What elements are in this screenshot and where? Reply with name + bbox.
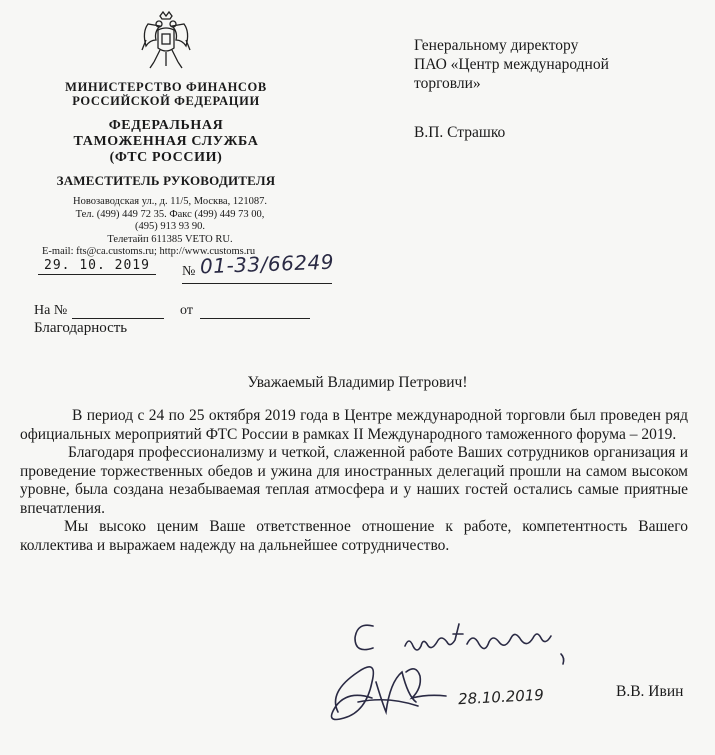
contacts-block — [40, 196, 300, 259]
phone-line-2: (495) 913 93 90. — [135, 221, 205, 232]
reference-label: На № — [34, 303, 68, 318]
reference-from-label: от — [180, 303, 193, 318]
addressee-name: В.П. Страшко — [414, 124, 506, 141]
eagle-emblem-icon — [138, 10, 194, 72]
telex-line: Телетайп 611385 VETO RU. — [107, 233, 233, 245]
ministry-line-1: МИНИСТЕРСТВО ФИНАНСОВ — [65, 80, 267, 94]
service-line-3: (ФТС РОССИИ) — [109, 150, 223, 165]
ministry-title — [40, 80, 292, 108]
paragraph-1: В период с 24 по 25 октября 2019 года в Центре международной торговли был проведен ряд официальных мероприятий ФТС России в рамках II Международного таможенного форума – 2019. — [20, 407, 688, 443]
letter-body — [20, 407, 688, 555]
addressee-block — [414, 36, 684, 93]
addressee-line-1: Генеральному директору — [414, 37, 579, 54]
service-line-1: ФЕДЕРАЛЬНАЯ — [108, 118, 224, 133]
phone-line: Тел. (499) 449 72 35. Факс (499) 449 73 00, — [75, 208, 265, 220]
paragraph-3: Мы высоко ценим Ваше ответственное отношение к работе, компетентность Вашего коллектива и выражаем надежду на дальнейшее сотрудничество. — [20, 518, 688, 554]
registration-number-underline — [182, 283, 332, 284]
addressee-line-2: ПАО «Центр международной — [414, 56, 609, 73]
ministry-line-2: РОССИЙСКОЙ ФЕДЕРАЦИИ — [72, 94, 260, 108]
paragraph-2: Благодаря профессионализму и четкой, слаженной работе Ваших сотрудников организация и проведение торжественных обедов и ужина для иностранных делегаций прошли на самом высоком уровне, была создана незабываемая теплая атмосфера и у наших гостей остались самые приятные впечатления. — [20, 444, 688, 517]
email-line: E-mail: fts@ca.customs.ru; http://www.customs.ru — [42, 246, 256, 257]
address-line: Новозаводская ул., д. 11/5, Москва, 121087. — [73, 196, 267, 207]
salutation: Уважаемый Владимир Петрович! — [247, 374, 468, 391]
service-line-2: ТАМОЖЕННАЯ СЛУЖБА — [73, 134, 259, 149]
signature-date: 28.10.2019 — [457, 685, 545, 709]
letter-subject: Благодарность — [34, 320, 128, 336]
registration-number: 01-33/66249 — [199, 249, 335, 279]
reference-date-underline — [200, 318, 310, 319]
service-title — [40, 118, 292, 166]
reference-underline — [72, 318, 164, 319]
registration-date: 29. 10. 2019 — [38, 258, 156, 275]
position-title: ЗАМЕСТИТЕЛЬ РУКОВОДИТЕЛЯ — [56, 173, 276, 188]
handwritten-signature — [318, 642, 458, 737]
signer-name: В.В. Ивин — [616, 683, 684, 700]
addressee-line-3: торговли» — [414, 75, 481, 92]
registration-number-label: № — [182, 264, 196, 279]
